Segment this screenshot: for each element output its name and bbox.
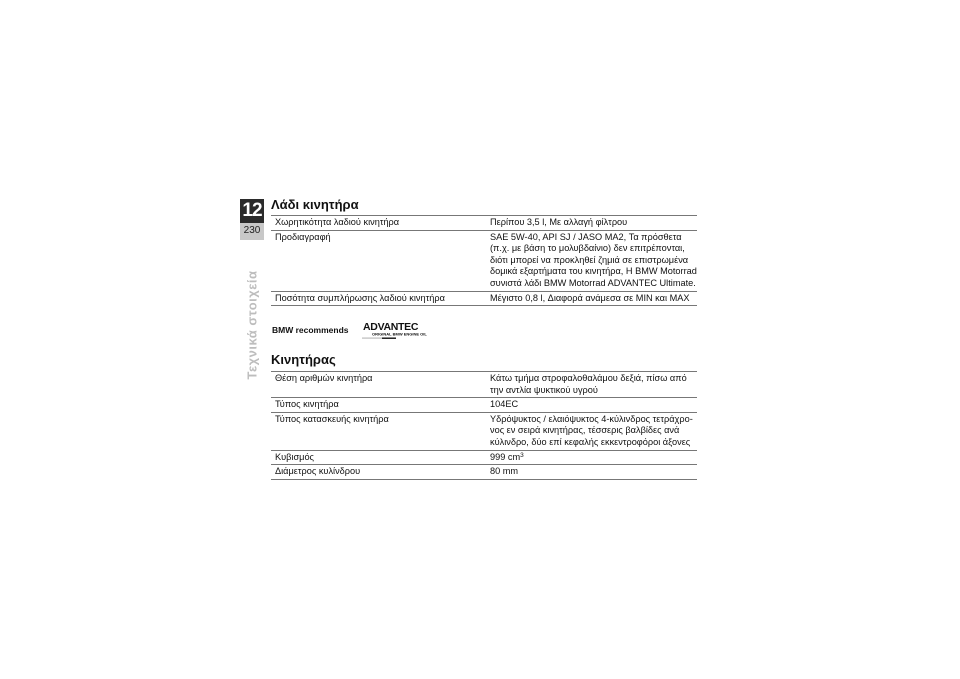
row-value: Υδρόψυκτος / ελαιόψυκτος 4-κύλινδρος τετράχρο-νος εν σειρά κινητήρας, τέσσερις βαλβίδες ανά κύλινδρο, δύο επί κεφαλής εκκεντροφόροι άξονες — [486, 412, 697, 450]
row-label: Χωρητικότητα λαδιού κινητήρα — [271, 216, 486, 231]
section-heading-engine-oil: Λάδι κινητήρα — [271, 197, 359, 212]
section-heading-engine: Κινητήρας — [271, 352, 336, 367]
table-row — [271, 216, 697, 231]
table-row — [271, 291, 697, 306]
table-row — [271, 372, 697, 398]
row-label: Θέση αριθμών κινητήρα — [271, 372, 486, 398]
table-row — [271, 450, 697, 465]
row-label: Κυβισμός — [271, 450, 486, 465]
row-label: Τύπος κατασκευής κινητήρα — [271, 412, 486, 450]
oil-recommendation — [272, 321, 472, 341]
table-row — [271, 230, 697, 291]
row-value: SAE 5W-40, API SJ / JASO MA2, Τα πρόσθετα (π.χ. με βάση το μολυβδαίνιο) δεν επιτρέπονται, διότι μπορεί να προκληθεί ζημιά σε επιστρωμένα δομικά εξαρτήματα του κινητήρα, Η BMW Motorrad συνιστά λάδι BMW Motorrad ADVANTEC Ultimate. — [486, 230, 697, 291]
engine-table — [271, 371, 697, 480]
table-row — [271, 465, 697, 480]
row-value: Μέγιστο 0,8 l, Διαφορά ανάμεσα σε MIN και MAX — [486, 291, 697, 306]
row-label: Ποσότητα συμπλήρωσης λαδιού κινητήρα — [271, 291, 486, 306]
row-label: Διάμετρος κυλίνδρου — [271, 465, 486, 480]
displacement-value: 999 cm — [490, 451, 521, 462]
logo-text: ADVANTEC — [363, 321, 419, 333]
row-value — [486, 450, 697, 465]
chapter-title: Τεχνικά στοιχεία — [244, 270, 260, 380]
engine-oil-table — [271, 215, 697, 306]
row-label: Τύπος κινητήρα — [271, 398, 486, 413]
row-value: Περίπου 3,5 l, Με αλλαγή φίλτρου — [486, 216, 697, 231]
advantec-logo — [360, 321, 470, 341]
row-value: 104EC — [486, 398, 697, 413]
logo-bar-accent — [382, 338, 396, 339]
table-row — [271, 412, 697, 450]
chapter-tab — [240, 199, 264, 240]
unit-superscript: 3 — [520, 451, 524, 459]
logo-subtext: ORIGINAL BMW ENGINE OIL — [372, 331, 427, 337]
row-value: Κάτω τμήμα στροφαλοθαλάμου δεξιά, πίσω από την αντλία ψυκτικού υγρού — [486, 372, 697, 398]
chapter-number: 12 — [242, 200, 262, 221]
page-number: 230 — [243, 225, 261, 236]
recommendation-text: BMW recommends — [272, 325, 349, 335]
row-label: Προδιαγραφή — [271, 230, 486, 291]
table-row — [271, 398, 697, 413]
row-value: 80 mm — [486, 465, 697, 480]
